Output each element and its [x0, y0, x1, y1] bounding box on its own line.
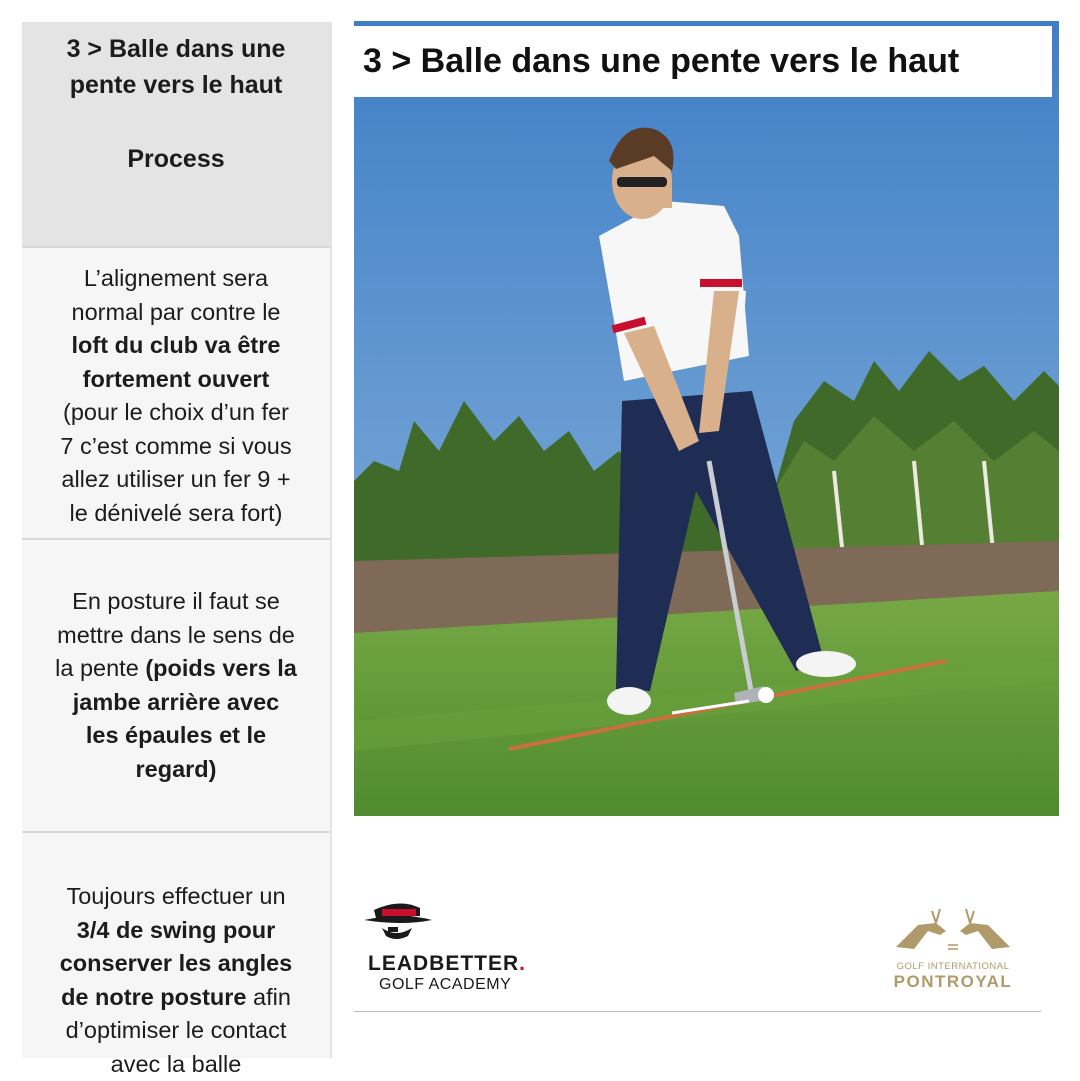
alignment-text: le dénivelé sera fort): [70, 497, 283, 531]
posture-block: [22, 585, 330, 786]
swing-text: afin: [253, 984, 291, 1010]
swing-text: Toujours effectuer un: [66, 880, 285, 914]
photo-title-banner: [354, 26, 1052, 97]
alignment-bold: loft du club va être: [72, 329, 281, 363]
footer-divider: [354, 1011, 1041, 1012]
swing-bold: de notre posture: [61, 984, 246, 1010]
swing-line: [61, 981, 291, 1015]
golfer-illustration: [354, 21, 1059, 816]
leadbetter-sub: GOLF ACADEMY: [379, 976, 511, 994]
swing-text: avec la balle: [111, 1048, 242, 1081]
alignment-text: L’alignement sera: [84, 262, 268, 296]
alignment-bold: fortement ouvert: [83, 363, 270, 397]
alignment-text: 7 c’est comme si vous: [60, 430, 291, 464]
posture-text: mettre dans le sens de: [57, 619, 295, 653]
header-title-line2: pente vers le haut: [70, 67, 283, 103]
swing-bold: conserver les angles: [60, 947, 293, 981]
header-title-line1: 3 > Balle dans une: [67, 31, 286, 67]
posture-bold: (poids vers la: [145, 655, 297, 681]
leadbetter-dot: .: [519, 952, 526, 975]
process-column: [22, 22, 332, 1058]
pontroyal-logo: [878, 905, 1028, 995]
golf-photo: [354, 21, 1059, 816]
alignment-text: (pour le choix d’un fer: [63, 396, 289, 430]
hat-icon: [362, 898, 442, 948]
leadbetter-logo: [362, 898, 542, 998]
pontroyal-name: PONTROYAL: [878, 972, 1028, 992]
posture-text: la pente: [55, 655, 139, 681]
deer-emblem-icon: [878, 905, 1028, 960]
posture-text: En posture il faut se: [72, 585, 280, 619]
posture-bold: les épaules et le: [86, 719, 266, 753]
leadbetter-wordmark: LEADBETTER: [368, 952, 519, 975]
swing-block: [22, 880, 330, 1081]
posture-bold: regard): [136, 753, 217, 787]
divider: [22, 246, 330, 248]
divider: [22, 538, 330, 540]
alignment-block: [22, 262, 330, 530]
posture-bold: jambe arrière avec: [73, 686, 279, 720]
swing-text: d’optimiser le contact: [66, 1014, 287, 1048]
process-header: [22, 22, 330, 246]
pontroyal-sub: GOLF INTERNATIONAL: [878, 961, 1028, 972]
swing-bold: 3/4 de swing pour: [77, 914, 275, 948]
posture-line: [55, 652, 297, 686]
leadbetter-name: [368, 952, 526, 976]
process-label: Process: [127, 141, 224, 177]
alignment-text: normal par contre le: [72, 296, 281, 330]
divider: [22, 831, 330, 833]
photo-title: 3 > Balle dans une pente vers le haut: [363, 42, 959, 81]
alignment-text: allez utiliser un fer 9 +: [61, 463, 290, 497]
